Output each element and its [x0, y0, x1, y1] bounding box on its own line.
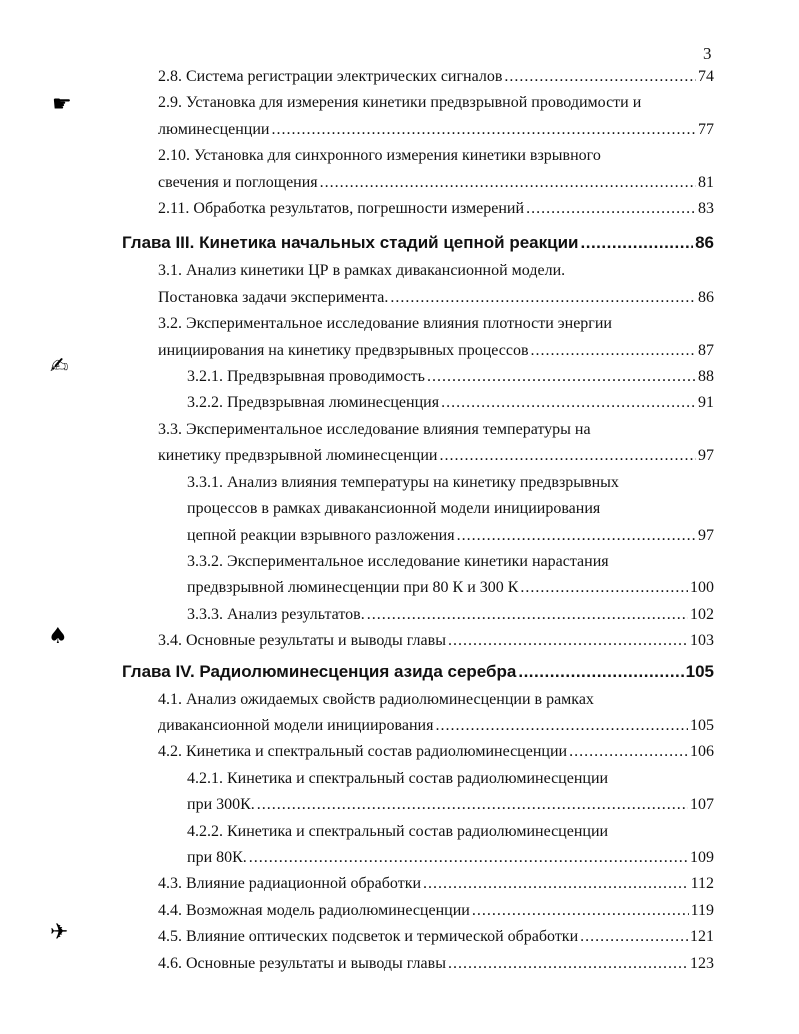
- toc-entry-title: 4.3. Влияние радиационной обработки: [158, 875, 422, 893]
- toc-page-number: 106: [690, 743, 714, 761]
- leader-dots: [448, 628, 688, 654]
- toc-entry-title: 3.2.2. Предвзрывная люминесценция: [187, 394, 440, 412]
- leader-dots: [272, 117, 697, 143]
- toc-entry[interactable]: [0, 64, 799, 90]
- toc-page-number: 81: [698, 173, 714, 191]
- toc-entry-title: 4.5. Влияние оптических подсветок и термической обработки: [158, 928, 579, 946]
- leader-dots: [457, 523, 696, 549]
- toc-entry[interactable]: [0, 898, 799, 924]
- toc-entry[interactable]: [0, 871, 799, 897]
- toc-entry-title-cont: свечения и поглощения: [158, 173, 318, 191]
- leader-dots: [526, 196, 696, 222]
- toc-page-number: 102: [690, 605, 714, 623]
- toc-entry-title-cont: инициирования на кинетику предвзрывных процессов: [158, 341, 529, 359]
- leader-dots: [423, 871, 689, 897]
- toc-entry[interactable]: [0, 687, 799, 740]
- leader-dots: [504, 64, 696, 90]
- toc-page-number: 74: [698, 68, 714, 85]
- leader-dots: [440, 443, 697, 469]
- leader-dots: [390, 285, 696, 311]
- toc-entry-title: 4.2.2. Кинетика и спектральный состав радиолюминесценции: [187, 822, 609, 840]
- toc-entry-title-cont: предвзрывной люминесценции при 80 К и 300 К: [187, 579, 519, 597]
- toc-entry-title: 3.3.2. Экспериментальное исследование кинетики нарастания: [187, 552, 609, 570]
- toc-chapter[interactable]: [0, 657, 799, 687]
- toc-entry-title: 3.2. Экспериментальное исследование влияния плотности энергии: [158, 315, 612, 333]
- toc-entry[interactable]: [0, 602, 799, 628]
- toc-entry-title: 3.3. Экспериментальное исследование влияния температуры на: [158, 420, 591, 438]
- toc-entry[interactable]: [0, 364, 799, 390]
- toc-page-number: 109: [690, 848, 714, 866]
- toc-entry[interactable]: [0, 390, 799, 416]
- toc-entry-title: 4.6. Основные результаты и выводы главы: [158, 954, 446, 972]
- leader-dots: [531, 338, 696, 364]
- toc-entry[interactable]: [0, 819, 799, 872]
- leader-dots: [249, 845, 688, 871]
- toc-page-number: 87: [698, 341, 714, 359]
- margin-mark-icon: ☛: [52, 92, 72, 117]
- leader-dots: [448, 951, 688, 977]
- toc-page-number: 86: [698, 288, 714, 306]
- toc-entry-title-cont: Постановка задачи эксперимента.: [158, 288, 389, 306]
- leader-dots: [441, 390, 696, 416]
- toc-entry[interactable]: [0, 470, 799, 549]
- toc-entry-title: 4.4. Возможная модель радиолюминесценции: [158, 901, 470, 919]
- chapter-title: Глава III. Кинетика начальных стадий цепной реакции: [122, 233, 579, 253]
- toc-entry-title-cont: кинетику предвзрывной люминесценции: [158, 447, 438, 465]
- leader-dots: [367, 602, 688, 628]
- toc-page-number: 119: [690, 901, 714, 919]
- toc-entry[interactable]: [0, 196, 799, 222]
- toc-entry[interactable]: [0, 311, 799, 364]
- toc-page-number: 100: [690, 579, 714, 597]
- leader-dots: [435, 713, 688, 739]
- toc-entry-title: 2.8. Система регистрации электрических сигналов: [158, 68, 503, 85]
- toc-page-number: 107: [690, 796, 714, 814]
- margin-mark-icon: ♠: [48, 624, 68, 649]
- toc-entry-title: 3.3.1. Анализ влияния температуры на кинетику предвзрывных: [187, 473, 619, 491]
- leader-dots: [320, 170, 696, 196]
- page-number: 3: [703, 44, 712, 63]
- toc-entry-title: 4.2. Кинетика и спектральный состав радиолюминесценции: [158, 743, 568, 761]
- leader-dots: [569, 739, 688, 765]
- toc-page-number: 97: [698, 447, 714, 465]
- toc-entry[interactable]: [0, 143, 799, 196]
- toc-entry[interactable]: [0, 258, 799, 311]
- toc-page-number: 86: [695, 233, 714, 253]
- toc-entry-title: 2.11. Обработка результатов, погрешности измерений: [158, 200, 525, 218]
- toc-entry[interactable]: [0, 90, 799, 143]
- toc-entry-title: 4.2.1. Кинетика и спектральный состав радиолюминесценции: [187, 769, 609, 787]
- toc-entry-title-cont: люминесценции: [158, 120, 270, 138]
- toc-entry[interactable]: [0, 417, 799, 470]
- toc-page-number: 123: [690, 954, 714, 972]
- toc-page-number: 83: [698, 200, 714, 218]
- toc-page-number: 112: [690, 875, 714, 893]
- toc-page-number: 88: [698, 368, 714, 386]
- toc-page-number: 91: [698, 394, 714, 412]
- leader-dots: [518, 657, 683, 687]
- toc-entry-title-cont: цепной реакции взрывного разложения: [187, 526, 455, 544]
- leader-dots: [257, 792, 688, 818]
- leader-dots: [472, 898, 689, 924]
- toc-entry-title-cont: при 80К.: [187, 848, 247, 866]
- chapter-title: Глава IV. Радиолюминесценция азида серебра: [122, 661, 517, 681]
- toc-entry[interactable]: [0, 549, 799, 602]
- toc-entry-title: 2.9. Установка для измерения кинетики предвзрывной проводимости и: [158, 94, 642, 112]
- margin-mark-icon: ✈: [50, 920, 69, 945]
- toc-page-number: 105: [685, 661, 714, 681]
- toc-chapter[interactable]: [0, 228, 799, 258]
- table-of-contents: [0, 64, 799, 977]
- toc-page-number: 77: [698, 120, 714, 138]
- toc-entry-title: 4.1. Анализ ожидаемых свойств радиолюминесценции в рамках: [158, 690, 594, 708]
- toc-entry-title: 3.4. Основные результаты и выводы главы: [158, 632, 446, 650]
- toc-page-number: 121: [690, 928, 714, 946]
- toc-page-number: 97: [698, 526, 714, 544]
- toc-entry-title-cont: при 300К.: [187, 796, 255, 814]
- toc-entry-title-cont: процессов в рамках дивакансионной модели инициирования: [187, 500, 601, 518]
- toc-entry[interactable]: [0, 924, 799, 950]
- toc-entry-title-cont: дивакансионной модели инициирования: [158, 716, 434, 734]
- toc-page-number: 105: [690, 716, 714, 734]
- toc-entry-title: 2.10. Установка для синхронного измерения кинетики взрывного: [158, 147, 601, 165]
- toc-page-number: 103: [690, 632, 714, 650]
- leader-dots: [427, 364, 696, 390]
- toc-entry-title: 3.2.1. Предвзрывная проводимость: [187, 368, 425, 386]
- toc-entry[interactable]: [0, 739, 799, 765]
- toc-entry-title: 3.3.3. Анализ результатов.: [187, 605, 365, 623]
- toc-entry[interactable]: [0, 951, 799, 977]
- leader-dots: [581, 228, 694, 258]
- margin-mark-icon: ✍: [50, 354, 69, 379]
- leader-dots: [520, 575, 688, 601]
- leader-dots: [580, 924, 688, 950]
- toc-entry[interactable]: [0, 766, 799, 819]
- toc-entry-title: 3.1. Анализ кинетики ЦР в рамках дивакансионной модели.: [158, 262, 566, 280]
- toc-entry[interactable]: [0, 628, 799, 654]
